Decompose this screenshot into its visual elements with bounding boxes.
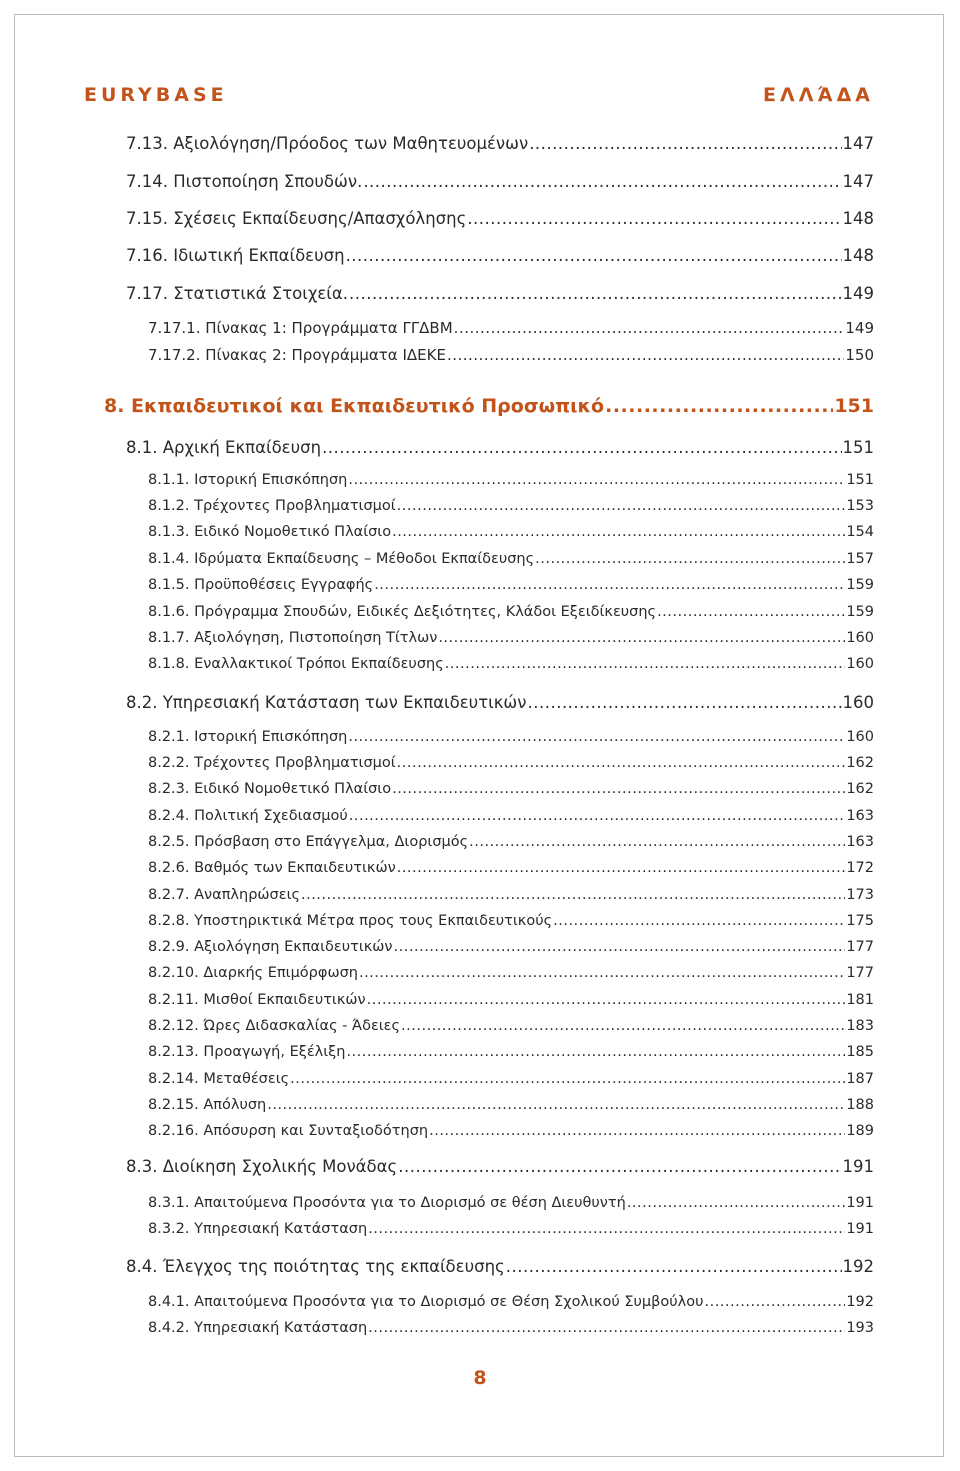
toc-leader: [367, 992, 846, 1008]
toc-leader: [397, 860, 846, 876]
toc-entry[interactable]: [148, 808, 874, 824]
toc-leader: [401, 1018, 845, 1034]
toc-leader: [627, 1195, 845, 1211]
toc-entry[interactable]: [126, 1157, 874, 1176]
toc-entry[interactable]: [148, 319, 874, 337]
toc-entry-label: 8.2.7. Αναπληρώσεις: [148, 887, 300, 903]
toc-entry-page: 151: [834, 395, 874, 417]
toc-entry-label: 8.3.2. Υπηρεσιακή Κατάσταση: [148, 1221, 368, 1237]
toc-leader: [346, 246, 842, 265]
toc-entry-label: 7.17.2. Πίνακας 2: Προγράμματα ΙΔΕΚΕ: [148, 346, 446, 364]
toc-entry-label: 8.2.3. Ειδικό Νομοθετικό Πλαίσιο: [148, 781, 392, 797]
toc-entry-page: 148: [842, 209, 874, 228]
toc-entry[interactable]: [126, 693, 874, 712]
toc-entry[interactable]: [148, 498, 874, 514]
toc-leader: [348, 472, 845, 488]
toc-entry[interactable]: [148, 1221, 874, 1237]
toc-entry[interactable]: [148, 755, 874, 771]
toc-entry-page: 188: [846, 1097, 874, 1113]
toc-entry-page: 173: [846, 887, 874, 903]
toc-leader: [392, 781, 845, 797]
toc-leader: [529, 134, 841, 153]
toc-leader: [535, 551, 845, 567]
toc-entry-page: 150: [845, 346, 874, 364]
toc-entry[interactable]: [148, 630, 874, 646]
toc-entry-label: 8.2.14. Μεταθέσεις: [148, 1071, 290, 1087]
toc-entry-page: 162: [846, 755, 874, 771]
toc-entry-page: 191: [846, 1195, 874, 1211]
toc-entry[interactable]: [126, 438, 874, 457]
toc-entry-page: 151: [846, 472, 874, 488]
toc-entry-label: 8.2.2. Τρέχοντες Προβληματισμοί: [148, 755, 396, 771]
toc-leader: [553, 913, 845, 929]
toc-entry-label: 7.16. Ιδιωτική Εκπαίδευση: [126, 246, 345, 265]
toc-leader: [657, 604, 845, 620]
toc-leader: [349, 284, 842, 303]
toc-entry[interactable]: [148, 834, 874, 850]
toc-entry-page: 159: [846, 604, 874, 620]
toc-entry-page: 181: [846, 992, 874, 1008]
toc-entry[interactable]: [148, 781, 874, 797]
toc-entry-page: 163: [846, 808, 874, 824]
toc-entry-page: 149: [845, 319, 874, 337]
toc-entry-label: 7.17.1. Πίνακας 1: Προγράμματα ΓΓΔΒΜ: [148, 319, 453, 337]
toc-entry[interactable]: [148, 1195, 874, 1211]
toc-entry-label: 8.2.13. Προαγωγή, Εξέλιξη: [148, 1044, 346, 1060]
toc-leader: [346, 1044, 845, 1060]
toc-entry[interactable]: [148, 1044, 874, 1060]
toc-entry-page: 193: [846, 1320, 874, 1336]
toc-entry[interactable]: [126, 284, 874, 303]
toc-entry-page: 192: [842, 1257, 874, 1276]
toc-leader: [397, 755, 846, 771]
toc-entry-page: 185: [846, 1044, 874, 1060]
toc-entry[interactable]: [126, 1257, 874, 1276]
toc-entry-page: 191: [846, 1221, 874, 1237]
toc-entry-label: 8.2.10. Διαρκής Επιμόρφωση: [148, 965, 358, 981]
toc-entry-label: 8.1.8. Εναλλακτικοί Τρόποι Εκπαίδευσης: [148, 656, 444, 672]
toc-entry-label: 8.2.15. Απόλυση: [148, 1097, 267, 1113]
toc-leader: [506, 1257, 842, 1276]
toc-leader: [368, 1320, 845, 1336]
toc-entry-page: 148: [842, 246, 874, 265]
toc-entry-page: 177: [846, 965, 874, 981]
toc-leader: [368, 1221, 845, 1237]
toc-chapter-entry[interactable]: [104, 395, 874, 417]
toc-leader: [348, 729, 845, 745]
toc-leader: [467, 209, 841, 228]
toc-entry-page: 157: [846, 551, 874, 567]
toc-entry-label: 8.2.16. Απόσυρση και Συνταξιοδότηση: [148, 1123, 429, 1139]
toc-entry-label: 8.1.4. Ιδρύματα Εκπαίδευσης – Μέθοδοι Εκπαίδευσης: [148, 551, 535, 567]
toc-entry-label: 8.2.12. Ώρες Διδασκαλίας - Άδειες: [148, 1018, 401, 1034]
toc-entry-page: 153: [846, 498, 874, 514]
toc-entry-label: 8. Εκπαιδευτικοί και Εκπαιδευτικό Προσωπικό: [104, 395, 605, 417]
toc-entry-label: 8.2.6. Βαθμός των Εκπαιδευτικών: [148, 860, 396, 876]
toc-entry-page: 177: [846, 939, 874, 955]
toc-entry-label: 8.1.1. Ιστορική Επισκόπηση: [148, 472, 348, 488]
toc-entry[interactable]: [126, 209, 874, 228]
toc-leader: [398, 1157, 841, 1176]
toc-entry[interactable]: [148, 729, 874, 745]
toc-leader: [301, 887, 845, 903]
toc-entry-page: 162: [846, 781, 874, 797]
toc-entry[interactable]: [148, 860, 874, 876]
toc-leader: [469, 834, 845, 850]
toc-entry-page: 159: [846, 577, 874, 593]
toc-entry-page: 189: [846, 1123, 874, 1139]
toc-entry-label: 7.13. Αξιολόγηση/Πρόοδος των Μαθητευομένων: [126, 134, 529, 153]
toc-entry-page: 160: [842, 693, 874, 712]
toc-entry-page: 187: [846, 1071, 874, 1087]
toc-leader: [447, 346, 844, 364]
toc-entry[interactable]: [148, 604, 874, 620]
toc-entry-label: 8.2.5. Πρόσβαση στο Επάγγελμα, Διορισμός: [148, 834, 469, 850]
toc-entry-page: 192: [846, 1294, 874, 1310]
toc-entry-label: 7.17. Στατιστικά Στοιχεία.: [126, 284, 348, 303]
toc-entry-label: 8.2. Υπηρεσιακή Κατάσταση των Εκπαιδευτικών: [126, 693, 527, 712]
toc-leader: [359, 965, 845, 981]
toc-entry[interactable]: [148, 1123, 874, 1139]
toc-entry-label: 8.3.1. Απαιτούμενα Προσόντα για το Διορισμό σε θέση Διευθυντή: [148, 1195, 626, 1211]
toc-entry-label: 7.15. Σχέσεις Εκπαίδευσης/Απασχόλησης: [126, 209, 467, 228]
toc-entry-label: 8.1.2. Τρέχοντες Προβληματισμοί: [148, 498, 396, 514]
toc-entry-label: 8.4.2. Υπηρεσιακή Κατάσταση: [148, 1320, 368, 1336]
toc-leader: [374, 577, 845, 593]
toc-entry-label: 8.2.4. Πολιτική Σχεδιασμού: [148, 808, 348, 824]
toc-leader: [394, 939, 846, 955]
toc-leader: [438, 630, 845, 646]
toc-entry-page: 151: [842, 438, 874, 457]
toc-entry[interactable]: [148, 965, 874, 981]
toc-entry[interactable]: [148, 1018, 874, 1034]
toc-entry[interactable]: [148, 346, 874, 364]
toc-entry-page: 149: [842, 284, 874, 303]
toc-entry-label: 7.14. Πιστοποίηση Σπουδών.: [126, 172, 363, 191]
toc-entry[interactable]: [148, 939, 874, 955]
toc-leader: [454, 319, 845, 337]
toc-entry-label: 8.2.9. Αξιολόγηση Εκπαιδευτικών: [148, 939, 393, 955]
toc-entry[interactable]: [148, 1294, 874, 1310]
toc-leader: [392, 524, 845, 540]
toc-entry[interactable]: [148, 524, 874, 540]
toc-entry-page: 163: [846, 834, 874, 850]
toc-entry-page: 147: [842, 134, 874, 153]
header-country-name: ΕΛΛΆΔΑ: [763, 84, 874, 106]
toc-leader: [290, 1071, 845, 1087]
toc-entry-label: 8.4.1. Απαιτούμενα Προσόντα για το Διορισμό σε Θέση Σχολικού Συμβούλου: [148, 1294, 704, 1310]
toc-entry[interactable]: [126, 246, 874, 265]
toc-entry[interactable]: [148, 551, 874, 567]
toc-leader: [445, 656, 846, 672]
toc-entry-label: 8.1.6. Πρόγραμμα Σπουδών, Ειδικές Δεξιότητες, Κλάδοι Εξειδίκευσης: [148, 604, 657, 620]
toc-entry-page: 160: [846, 630, 874, 646]
toc-entry[interactable]: [148, 1320, 874, 1336]
toc-leader: [527, 693, 841, 712]
toc-entry-label: 8.1.3. Ειδικό Νομοθετικό Πλαίσιο: [148, 524, 392, 540]
header-publication-name: EURYBASE: [84, 84, 228, 106]
toc-leader: [322, 438, 841, 457]
toc-entry-page: 191: [842, 1157, 874, 1176]
toc-entry[interactable]: [148, 913, 874, 929]
toc-entry[interactable]: [148, 472, 874, 488]
toc-entry-page: 160: [846, 729, 874, 745]
toc-entry-label: 8.2.8. Υποστηρικτικά Μέτρα προς τους Εκπαιδευτικούς: [148, 913, 553, 929]
toc-entry-label: 8.2.1. Ιστορική Επισκόπηση: [148, 729, 348, 745]
toc-leader: [363, 172, 841, 191]
toc-entry-page: 147: [842, 172, 874, 191]
toc-entry-page: 175: [846, 913, 874, 929]
toc-entry-page: 183: [846, 1018, 874, 1034]
toc-leader: [397, 498, 846, 514]
toc-entry[interactable]: [148, 1097, 874, 1113]
page-number: 8: [473, 1367, 487, 1389]
toc-leader: [349, 808, 846, 824]
toc-entry-label: 8.3. Διοίκηση Σχολικής Μονάδας: [126, 1157, 398, 1176]
toc-entry-page: 160: [846, 656, 874, 672]
toc-entry-page: 154: [846, 524, 874, 540]
toc-leader: [605, 395, 833, 417]
toc-entry[interactable]: [148, 992, 874, 1008]
toc-entry-label: 8.1.5. Προϋποθέσεις Εγγραφής: [148, 577, 374, 593]
toc-entry[interactable]: [148, 887, 874, 903]
toc-entry-label: 8.2.11. Μισθοί Εκπαιδευτικών: [148, 992, 366, 1008]
toc-leader: [429, 1123, 845, 1139]
toc-entry-label: 8.1. Αρχική Εκπαίδευση: [126, 438, 322, 457]
toc-entry-label: 8.4. Έλεγχος της ποιότητας της εκπαίδευσης: [126, 1257, 505, 1276]
toc-leader: [267, 1097, 845, 1113]
toc-entry[interactable]: [126, 172, 874, 191]
toc-leader: [704, 1294, 845, 1310]
toc-entry-page: 172: [846, 860, 874, 876]
toc-entry[interactable]: [148, 577, 874, 593]
toc-entry[interactable]: [126, 134, 874, 153]
toc-entry-label: 8.1.7. Αξιολόγηση, Πιστοποίηση Τίτλων: [148, 630, 438, 646]
toc-entry[interactable]: [148, 1071, 874, 1087]
toc-entry[interactable]: [148, 656, 874, 672]
